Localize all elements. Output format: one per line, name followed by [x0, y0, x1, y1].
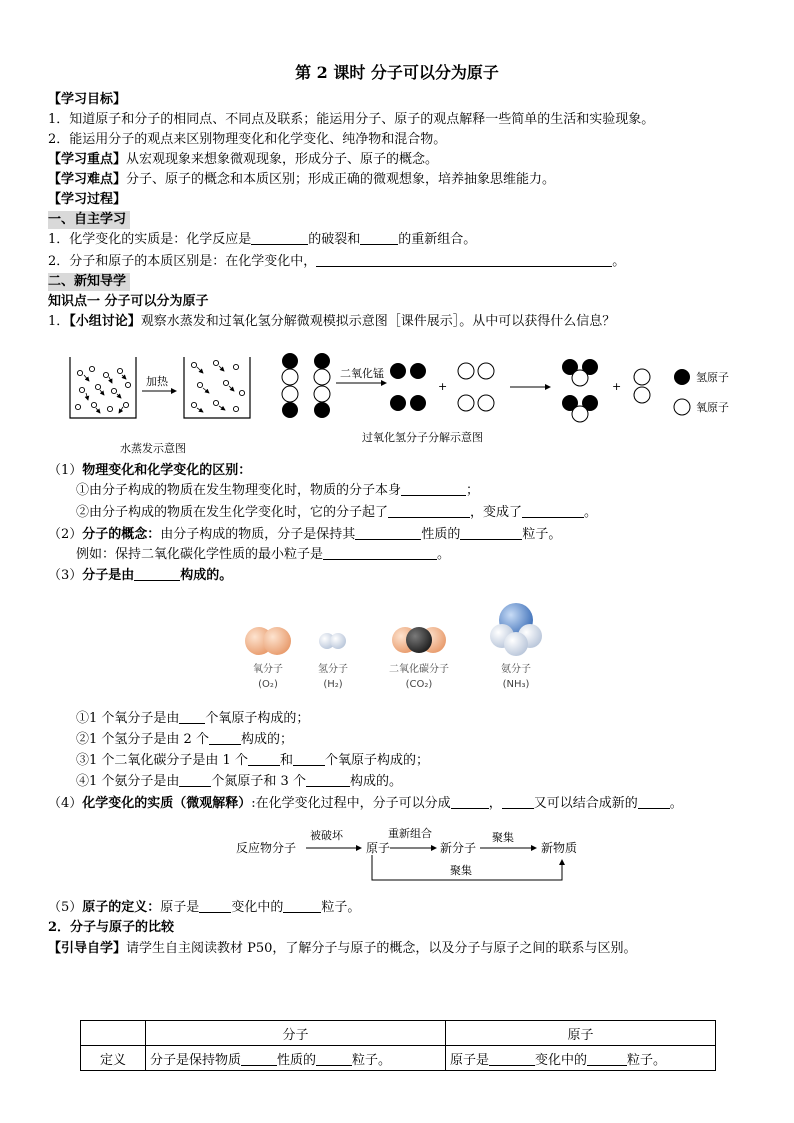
flow-reactant: 反应物分子 — [236, 841, 297, 855]
blank[interactable] — [522, 504, 584, 518]
table-cell-molecule — [146, 1046, 446, 1071]
guide-text: 请学生自主阅读教材 P50，了解分子与原子的概念，以及分子与原子之间的联系与区别。 — [126, 941, 637, 956]
knowledge-point-1: 知识点一 分子可以分为原子 — [48, 294, 209, 309]
flow-gather-2: 聚集 — [450, 864, 472, 877]
flow-new-molecule: 新分子 — [440, 841, 477, 855]
p4-head: 化学变化的实质（微观解释） — [82, 796, 252, 811]
blank[interactable] — [248, 752, 280, 766]
oxygen-product — [634, 369, 650, 403]
point-1-b — [76, 504, 597, 522]
m3-text-b: 和 — [279, 753, 293, 768]
blank[interactable] — [199, 899, 231, 913]
p4-text-c: 又可以结合成新的 — [533, 796, 638, 811]
blank[interactable] — [179, 710, 205, 724]
model-name-nh3: 氨分子 — [501, 664, 531, 675]
flow-recombine: 重新组合 — [388, 827, 432, 840]
model-q1 — [76, 710, 309, 728]
p2-num: （2） — [48, 527, 83, 542]
blank[interactable] — [134, 567, 180, 581]
plus-sign-2: + — [612, 380, 622, 393]
p1a-text: ①由分子构成的物质在发生物理变化时，物质的分子本身 — [76, 483, 402, 498]
point-4 — [48, 795, 683, 813]
blank[interactable] — [179, 773, 211, 787]
atom-def-b: 变化中的 — [535, 1052, 588, 1068]
q1-text-c: 的重新组合。 — [398, 232, 477, 247]
hydrogen-molecule-model — [319, 633, 346, 649]
legend-oxygen-swatch — [674, 399, 690, 415]
p1a-end: ； — [466, 483, 480, 498]
model-formula-h2: (H₂) — [323, 679, 343, 690]
m1-text-a: ①1 个氧分子是由 — [76, 711, 180, 726]
blank[interactable] — [241, 1052, 277, 1066]
blank[interactable] — [489, 1052, 535, 1066]
p5-text-b: 变化中的 — [231, 900, 284, 915]
blank[interactable] — [451, 795, 489, 809]
point-2 — [48, 526, 561, 544]
p2-text-a: 由分子构成的物质，分子是保持其 — [160, 527, 356, 542]
hydrogen-atoms — [391, 364, 426, 411]
model-formula-nh3: (NH₃) — [502, 679, 530, 690]
table-header-molecule: 分子 — [146, 1021, 446, 1046]
blank[interactable] — [638, 795, 670, 809]
p4-text-d: 。 — [669, 796, 683, 811]
blank[interactable] — [587, 1052, 627, 1066]
p1b-text: ②由分子构成的物质在发生化学变化时，它的分子起了 — [76, 505, 389, 520]
caption-water: 水蒸发示意图 — [120, 442, 186, 455]
m4-text-a: ④1 个氨分子是由 — [76, 774, 180, 789]
mol-def-c: 粒子。 — [352, 1052, 392, 1068]
mol-def-b: 性质的 — [277, 1052, 317, 1068]
blank[interactable] — [355, 526, 421, 540]
h2o2-molecules — [282, 354, 330, 418]
blank[interactable] — [283, 899, 321, 913]
q2-text-a: 2．分子和原子的本质区别是：在化学变化中， — [48, 254, 317, 269]
p5-num: （5） — [48, 900, 83, 915]
model-name-o2: 氧分子 — [253, 664, 283, 675]
water-molecules-left — [75, 366, 130, 411]
p5-head: 原子的定义： — [82, 900, 161, 915]
goal-1: 1．知道原子和分子的相同点、不同点及联系；能运用分子、原子的观点解释一些简单的生活和实验现象。 — [48, 112, 655, 127]
diff-text: 分子、原子的概念和本质区别；形成正确的微观想象，培养抽象思维能力。 — [126, 172, 556, 187]
point-3 — [48, 567, 232, 585]
flow-broken: 被破坏 — [310, 829, 343, 842]
group-discussion — [48, 313, 615, 331]
p2-example-text: 例如：保持二氧化碳化学性质的最小粒子是 — [76, 547, 324, 562]
table-row — [81, 1046, 716, 1071]
key-heading: 【学习重点】 — [48, 152, 127, 167]
m2-text-b: 构成的； — [240, 732, 293, 747]
table-cell-atom — [445, 1046, 715, 1071]
table-corner — [81, 1021, 146, 1046]
blank[interactable] — [316, 1052, 352, 1066]
ammonia-model — [490, 603, 542, 656]
question-1 — [48, 231, 476, 249]
oxygen-atoms — [458, 363, 494, 411]
blank[interactable] — [388, 504, 470, 518]
q1-text-a: 1．化学变化的实质是：化学反应是 — [48, 232, 252, 247]
model-q2 — [76, 731, 293, 749]
water-molecules-right — [191, 360, 244, 411]
point-1-heading — [48, 462, 251, 480]
disc-text: 观察水蒸发和过氧化氢分解微观模拟示意图［课件展示］。从中可以获得什么信息？ — [140, 314, 616, 329]
m4-text-b: 个氮原子和 3 个 — [211, 774, 306, 789]
blank[interactable] — [460, 526, 522, 540]
p1b-mid: ，变成了 — [470, 505, 523, 520]
blank[interactable] — [251, 231, 308, 245]
mol-def-a: 分子是保持物质 — [150, 1052, 242, 1068]
p5-text-a: 原子是 — [160, 900, 200, 915]
disc-num: 1． — [48, 314, 70, 329]
m2-text-a: ②1 个氢分子是由 2 个 — [76, 732, 209, 747]
m3-text-c: 个氧原子构成的； — [324, 753, 429, 768]
p1-num: （1） — [48, 463, 83, 478]
key-text: 从宏观现象来想象微观现象，形成分子、原子的概念。 — [126, 152, 439, 167]
point-2-example — [76, 546, 450, 564]
blank[interactable] — [209, 731, 241, 745]
p1b-end: 。 — [584, 505, 598, 520]
m1-text-b: 个氧原子构成的； — [205, 711, 310, 726]
legend-hydrogen-swatch — [675, 370, 690, 385]
p2-text-c: 粒子。 — [522, 527, 562, 542]
q2-text-b: 。 — [612, 254, 626, 269]
p5-text-c: 粒子。 — [321, 900, 361, 915]
legend-oxygen: 氧原子 — [696, 401, 729, 414]
carbon-dioxide-model — [392, 627, 446, 653]
difficult-point — [48, 171, 555, 189]
p4-text-b: ， — [488, 796, 502, 811]
reaction-flow-diagram — [230, 822, 600, 882]
model-formula-co2: (CO₂) — [405, 679, 433, 690]
atom-def-c: 粒子。 — [627, 1052, 667, 1068]
key-point — [48, 151, 438, 169]
legend-hydrogen: 氢原子 — [696, 371, 729, 384]
heat-label: 加热 — [146, 375, 168, 388]
section-2-heading: 2．分子与原子的比较 — [48, 920, 175, 935]
blank[interactable] — [316, 253, 612, 267]
section-new-knowledge: 二、新知导学 — [48, 273, 130, 291]
blank[interactable] — [323, 546, 437, 560]
blank[interactable] — [293, 752, 325, 766]
p2-text-b: 性质的 — [421, 527, 461, 542]
flow-gather-1: 聚集 — [492, 831, 514, 844]
plus-sign: + — [438, 380, 448, 393]
p3-text-b: 构成的。 — [180, 568, 233, 583]
comparison-table — [80, 1020, 716, 1071]
p1-head: 物理变化和化学变化的区别： — [82, 463, 252, 478]
diff-heading: 【学习难点】 — [48, 172, 127, 187]
mno2-label: 二氧化锰 — [340, 367, 384, 380]
blank[interactable] — [502, 795, 534, 809]
molecule-models — [230, 598, 560, 696]
blank[interactable] — [360, 231, 398, 245]
model-q4 — [76, 773, 402, 791]
process-heading: 【学习过程】 — [48, 192, 127, 207]
q1-text-b: 的破裂和 — [308, 232, 361, 247]
blank[interactable] — [401, 482, 466, 496]
p3-text-a: 分子是由 — [82, 568, 135, 583]
m4-text-c: 构成的。 — [349, 774, 402, 789]
disc-heading: 【小组讨论】 — [69, 314, 141, 329]
table-row-label: 定义 — [81, 1046, 146, 1071]
point-1-a — [76, 482, 479, 500]
p2-head: 分子的概念： — [82, 527, 161, 542]
point-5 — [48, 899, 360, 917]
p4-num: （4） — [48, 796, 83, 811]
oxygen-molecule-model — [245, 627, 291, 655]
model-name-h2: 氢分子 — [318, 664, 348, 675]
goal-2: 2．能运用分子的观点来区别物理变化和化学变化、纯净物和混合物。 — [48, 132, 447, 147]
blank[interactable] — [306, 773, 350, 787]
page-title: 第 2 课时 分子可以分为原子 — [295, 63, 499, 82]
flow-new-substance: 新物质 — [541, 841, 578, 855]
flow-atom: 原子 — [366, 841, 391, 855]
model-q3 — [76, 752, 429, 770]
model-formula-o2: (O₂) — [258, 679, 278, 690]
micro-diagram — [60, 345, 750, 455]
goals-heading: 【学习目标】 — [48, 92, 127, 107]
p2-example-end: 。 — [437, 547, 451, 562]
atom-def-a: 原子是 — [449, 1052, 489, 1068]
table-header-atom: 原子 — [445, 1021, 715, 1046]
guided-self-study — [48, 940, 636, 958]
table-header-row — [81, 1021, 716, 1046]
section-self-study: 一、自主学习 — [48, 211, 130, 229]
p4-text-a: :在化学变化过程中，分子可以分成 — [251, 796, 451, 811]
p3-num: （3） — [48, 568, 83, 583]
motion-arrows-left — [84, 375, 126, 413]
guide-heading: 【引导自学】 — [48, 941, 127, 956]
m3-text-a: ③1 个二氧化碳分子是由 1 个 — [76, 753, 248, 768]
caption-h2o2: 过氧化氢分子分解示意图 — [362, 431, 483, 444]
water-products — [563, 360, 598, 423]
question-2 — [48, 253, 625, 271]
model-name-co2: 二氧化碳分子 — [389, 664, 449, 675]
